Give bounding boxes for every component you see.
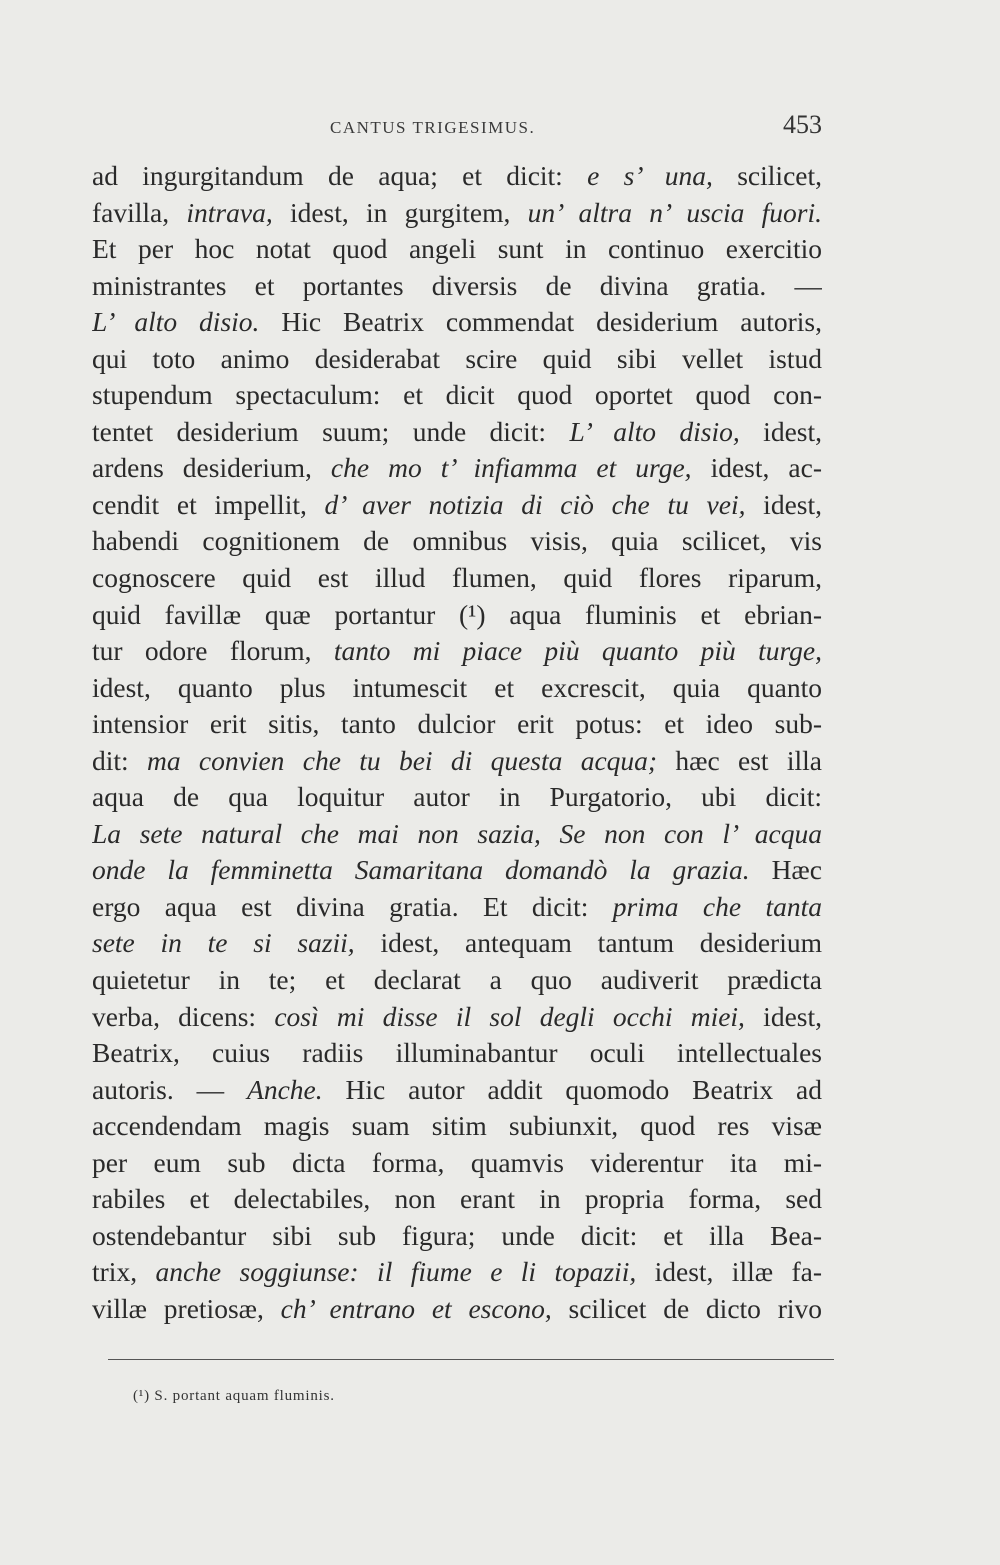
text-span: Hæc xyxy=(749,854,822,886)
text-span: favilla, xyxy=(92,196,187,228)
text-span: accendendam magis suam sitim subiunxit, quod res visæ xyxy=(92,1110,822,1142)
text-line xyxy=(92,341,822,378)
italic-span: La sete natural che mai non sazia, Se non con l’ acqua xyxy=(92,817,822,849)
text-line xyxy=(92,1145,822,1182)
text-span: quietetur in te; et declarat a quo audiverit prædicta xyxy=(92,964,822,996)
text-line xyxy=(92,1291,822,1328)
text-line xyxy=(92,962,822,999)
text-span: ministrantes et portantes diversis de divina gratia. — xyxy=(92,269,822,301)
text-span: habendi cognitionem de omnibus visis, quia scilicet, vis xyxy=(92,525,822,557)
text-span: idest, xyxy=(739,415,822,447)
text-line xyxy=(92,304,822,341)
italic-span: d’ aver notizia di ciò che tu vei, xyxy=(324,488,746,520)
text-span: dit: xyxy=(92,744,147,776)
italic-span: prima che tanta xyxy=(612,890,822,922)
italic-span: anche soggiunse: il fiume e li topazii, xyxy=(155,1256,637,1288)
text-line xyxy=(92,487,822,524)
text-span: idest, antequam tantum desiderium xyxy=(354,927,822,959)
text-line xyxy=(92,743,822,780)
text-span: stupendum spectaculum: et dicit quod oportet quod con- xyxy=(92,379,822,411)
text-span: idest, in gurgitem, xyxy=(272,196,528,228)
italic-span: così mi disse il sol degli occhi miei, xyxy=(274,1000,745,1032)
italic-span: L’ alto disio. xyxy=(92,306,260,338)
text-span: Hic Beatrix commendat desiderium autoris, xyxy=(259,306,822,338)
text-line xyxy=(92,1108,822,1145)
text-span: Et per hoc notat quod angeli sunt in continuo exercitio xyxy=(92,233,822,265)
text-span: intensior erit sitis, tanto dulcior erit potus: et ideo sub- xyxy=(92,708,822,740)
italic-span: onde la femminetta Samaritana domandò la grazia. xyxy=(92,854,750,886)
text-span: idest, ac- xyxy=(691,452,822,484)
text-line xyxy=(92,1218,822,1255)
text-line xyxy=(92,925,822,962)
text-line xyxy=(92,450,822,487)
text-span: rabiles et delectabiles, non erant in propria forma, sed xyxy=(92,1183,822,1215)
footnote: (¹) S. portant aquam fluminis. xyxy=(133,1388,335,1404)
italic-span: ch’ entrano et escono, xyxy=(280,1292,552,1324)
body-text xyxy=(92,158,822,1328)
text-span: Beatrix, cuius radiis illuminabantur oculi intellectuales xyxy=(92,1037,822,1069)
running-title: CANTUS TRIGESIMUS. xyxy=(330,118,536,137)
text-span: trix, xyxy=(92,1256,156,1288)
text-span: cognoscere quid est illud flumen, quid flores riparum, xyxy=(92,562,822,594)
text-line xyxy=(92,1035,822,1072)
italic-span: L’ alto disio, xyxy=(569,415,740,447)
text-line xyxy=(92,779,822,816)
text-line xyxy=(92,670,822,707)
text-span: tur odore florum, xyxy=(92,635,334,667)
text-line xyxy=(92,560,822,597)
italic-span: che mo t’ infiamma et urge, xyxy=(330,452,692,484)
text-line xyxy=(92,1254,822,1291)
text-line xyxy=(92,1181,822,1218)
text-span: idest, xyxy=(744,1000,822,1032)
text-span: per eum sub dicta forma, quamvis viderentur ita mi- xyxy=(92,1146,822,1178)
text-span: ardens desiderium, xyxy=(92,452,331,484)
text-span: tentet desiderium suum; unde dicit: xyxy=(92,415,570,447)
text-line xyxy=(92,377,822,414)
italic-span: intrava, xyxy=(186,196,273,228)
page-number: 453 xyxy=(783,110,822,139)
text-span: scilicet, xyxy=(712,160,822,191)
text-line xyxy=(92,414,822,451)
italic-span: e s’ una, xyxy=(587,160,713,191)
text-span: idest, illæ fa- xyxy=(636,1256,822,1288)
text-span: ad ingurgitandum de aqua; et dicit: xyxy=(92,160,588,191)
italic-span: tanto mi piace più quanto più turge, xyxy=(333,635,822,667)
italic-span: Anche. xyxy=(247,1073,323,1105)
text-span: autoris. — xyxy=(92,1073,248,1105)
text-span: idest, quanto plus intumescit et excrescit, quia quanto xyxy=(92,671,822,703)
text-line xyxy=(92,706,822,743)
text-line xyxy=(92,999,822,1036)
text-span: ostendebantur sibi sub figura; unde dicit: et illa Bea- xyxy=(92,1219,822,1251)
text-span: scilicet de dicto rivo xyxy=(551,1292,822,1324)
text-line xyxy=(92,597,822,634)
text-line xyxy=(92,889,822,926)
italic-span: ma convien che tu bei di questa acqua; xyxy=(147,744,658,776)
text-line xyxy=(92,268,822,305)
text-span: hæc est illa xyxy=(657,744,822,776)
text-line xyxy=(92,1072,822,1109)
italic-span: un’ altra n’ uscia fuori. xyxy=(527,196,822,228)
text-span: cendit et impellit, xyxy=(92,488,325,520)
italic-span: sete in te si sazii, xyxy=(92,927,355,959)
text-span: Hic autor addit quomodo Beatrix ad xyxy=(322,1073,822,1105)
text-line xyxy=(92,523,822,560)
text-line xyxy=(92,633,822,670)
text-span: ergo aqua est divina gratia. Et dicit: xyxy=(92,890,613,922)
text-line xyxy=(92,231,822,268)
text-span: aqua de qua loquitur autor in Purgatorio, ubi dicit: xyxy=(92,781,822,813)
text-line xyxy=(92,816,822,853)
text-line xyxy=(92,852,822,889)
text-line xyxy=(92,158,822,195)
text-span: qui toto animo desiderabat scire quid sibi vellet istud xyxy=(92,342,822,374)
running-head xyxy=(92,110,822,146)
text-span: quid favillæ quæ portantur (¹) aqua fluminis et ebrian- xyxy=(92,598,822,630)
text-span: idest, xyxy=(745,488,822,520)
text-span: villæ pretiosæ, xyxy=(92,1292,281,1324)
footnote-rule xyxy=(108,1359,834,1360)
text-span: verba, dicens: xyxy=(92,1000,275,1032)
text-line xyxy=(92,195,822,232)
